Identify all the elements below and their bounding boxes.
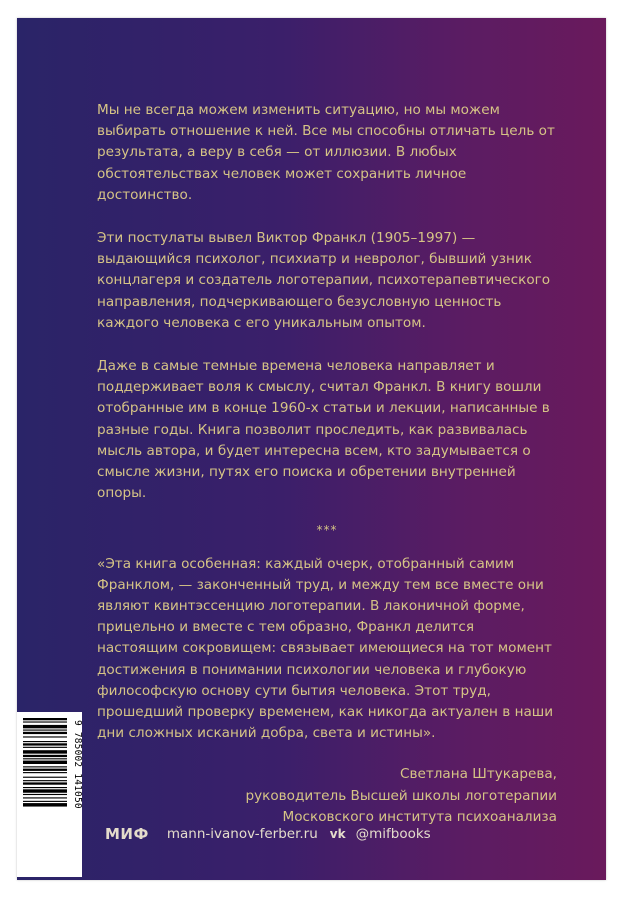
barcode-bar — [23, 801, 67, 802]
barcode-bar — [23, 777, 67, 778]
paragraph-1: Мы не всегда можем изменить ситуацию, но мы можем выбирать отношение к ней. Все мы способны отличать цель от результата, а веру в себя — от иллюзии. В любых обстоятельствах человек может сохранить личное достоинство. — [97, 102, 555, 203]
barcode-bar — [23, 743, 67, 745]
barcode-bar — [23, 755, 67, 757]
publisher-footer — [105, 824, 431, 844]
barcode-bar — [23, 780, 67, 781]
barcode-bar — [23, 718, 67, 720]
barcode-bar — [23, 761, 67, 764]
social-handle[interactable]: @mifbooks — [355, 826, 431, 842]
barcode-bar — [23, 758, 67, 759]
barcode-bar — [23, 732, 67, 734]
barcode-bars — [17, 712, 69, 877]
barcode-bar — [23, 750, 67, 753]
barcode-bar — [23, 789, 67, 792]
publisher-logo: МИФ — [105, 825, 149, 843]
quote-attribution — [97, 764, 557, 828]
barcode-bar — [23, 747, 67, 748]
barcode-bar — [23, 721, 67, 722]
paragraph-3: Даже в самые темные времена человека направляет и поддерживает воля к смыслу, считал Франкл. В книгу вошли отобранные им в конце 1960-х статьи и лекции, написанные в разные годы. Книга позволит проследить, как развивалась мысль автора, и будет интересна всем, кто задумывается о смысле жизни, путях его поиска и обретении внутренней опоры. — [97, 358, 550, 502]
attribution-name: Светлана Штукарева, — [399, 766, 557, 783]
barcode-bar — [23, 766, 67, 767]
barcode-bar — [23, 803, 67, 806]
barcode-bar — [23, 736, 67, 737]
isbn-barcode — [17, 712, 82, 877]
attribution-role: руководитель Высшей школы логотерапии — [245, 787, 557, 804]
barcode-bar — [23, 725, 67, 728]
barcode-bar — [23, 741, 67, 742]
barcode-bar — [23, 782, 67, 784]
vk-icon: vk — [329, 827, 346, 841]
barcode-bar — [23, 730, 67, 731]
barcode-bar — [23, 794, 67, 795]
paragraph-2: Эти постулаты вывел Виктор Франкл (1905–1997) — выдающийся психолог, психиатр и невролог, бывший узник концлагеря и создатель логотерапии, психотерапевтического направления, подчеркивающего безусловную ценность каждого человека с его уникальным опытом. — [97, 230, 551, 331]
cover-text-block — [97, 100, 557, 828]
barcode-bar — [23, 772, 67, 773]
barcode-bar — [23, 797, 67, 798]
review-quote: «Эта книга особенная: каждый очерк, отобранный самим Франклом, — законченный труд, и между тем все вместе они являют квинтэссенцию логотерапии. В лаконичной форме, прицельно и вместе с тем образно, Франкл делится настоящим сокровищем: связывает имеющиеся на тот момент достижения в понимании психологии человека и глубокую философскую основу сути бытия человека. Этот труд, прошедший проверку временем, как никогда актуален в наши дни сложных исканий добра, света и истины». — [97, 555, 554, 742]
attribution-org: Московского института психоанализа — [282, 808, 557, 825]
back-cover — [17, 18, 606, 880]
publisher-website[interactable]: mann-ivanov-ferber.ru — [166, 826, 318, 842]
isbn-number: 9 785002 141050 — [72, 720, 83, 809]
barcode-bar — [23, 787, 67, 788]
separator: *** — [316, 523, 338, 538]
barcode-bar — [23, 769, 67, 771]
